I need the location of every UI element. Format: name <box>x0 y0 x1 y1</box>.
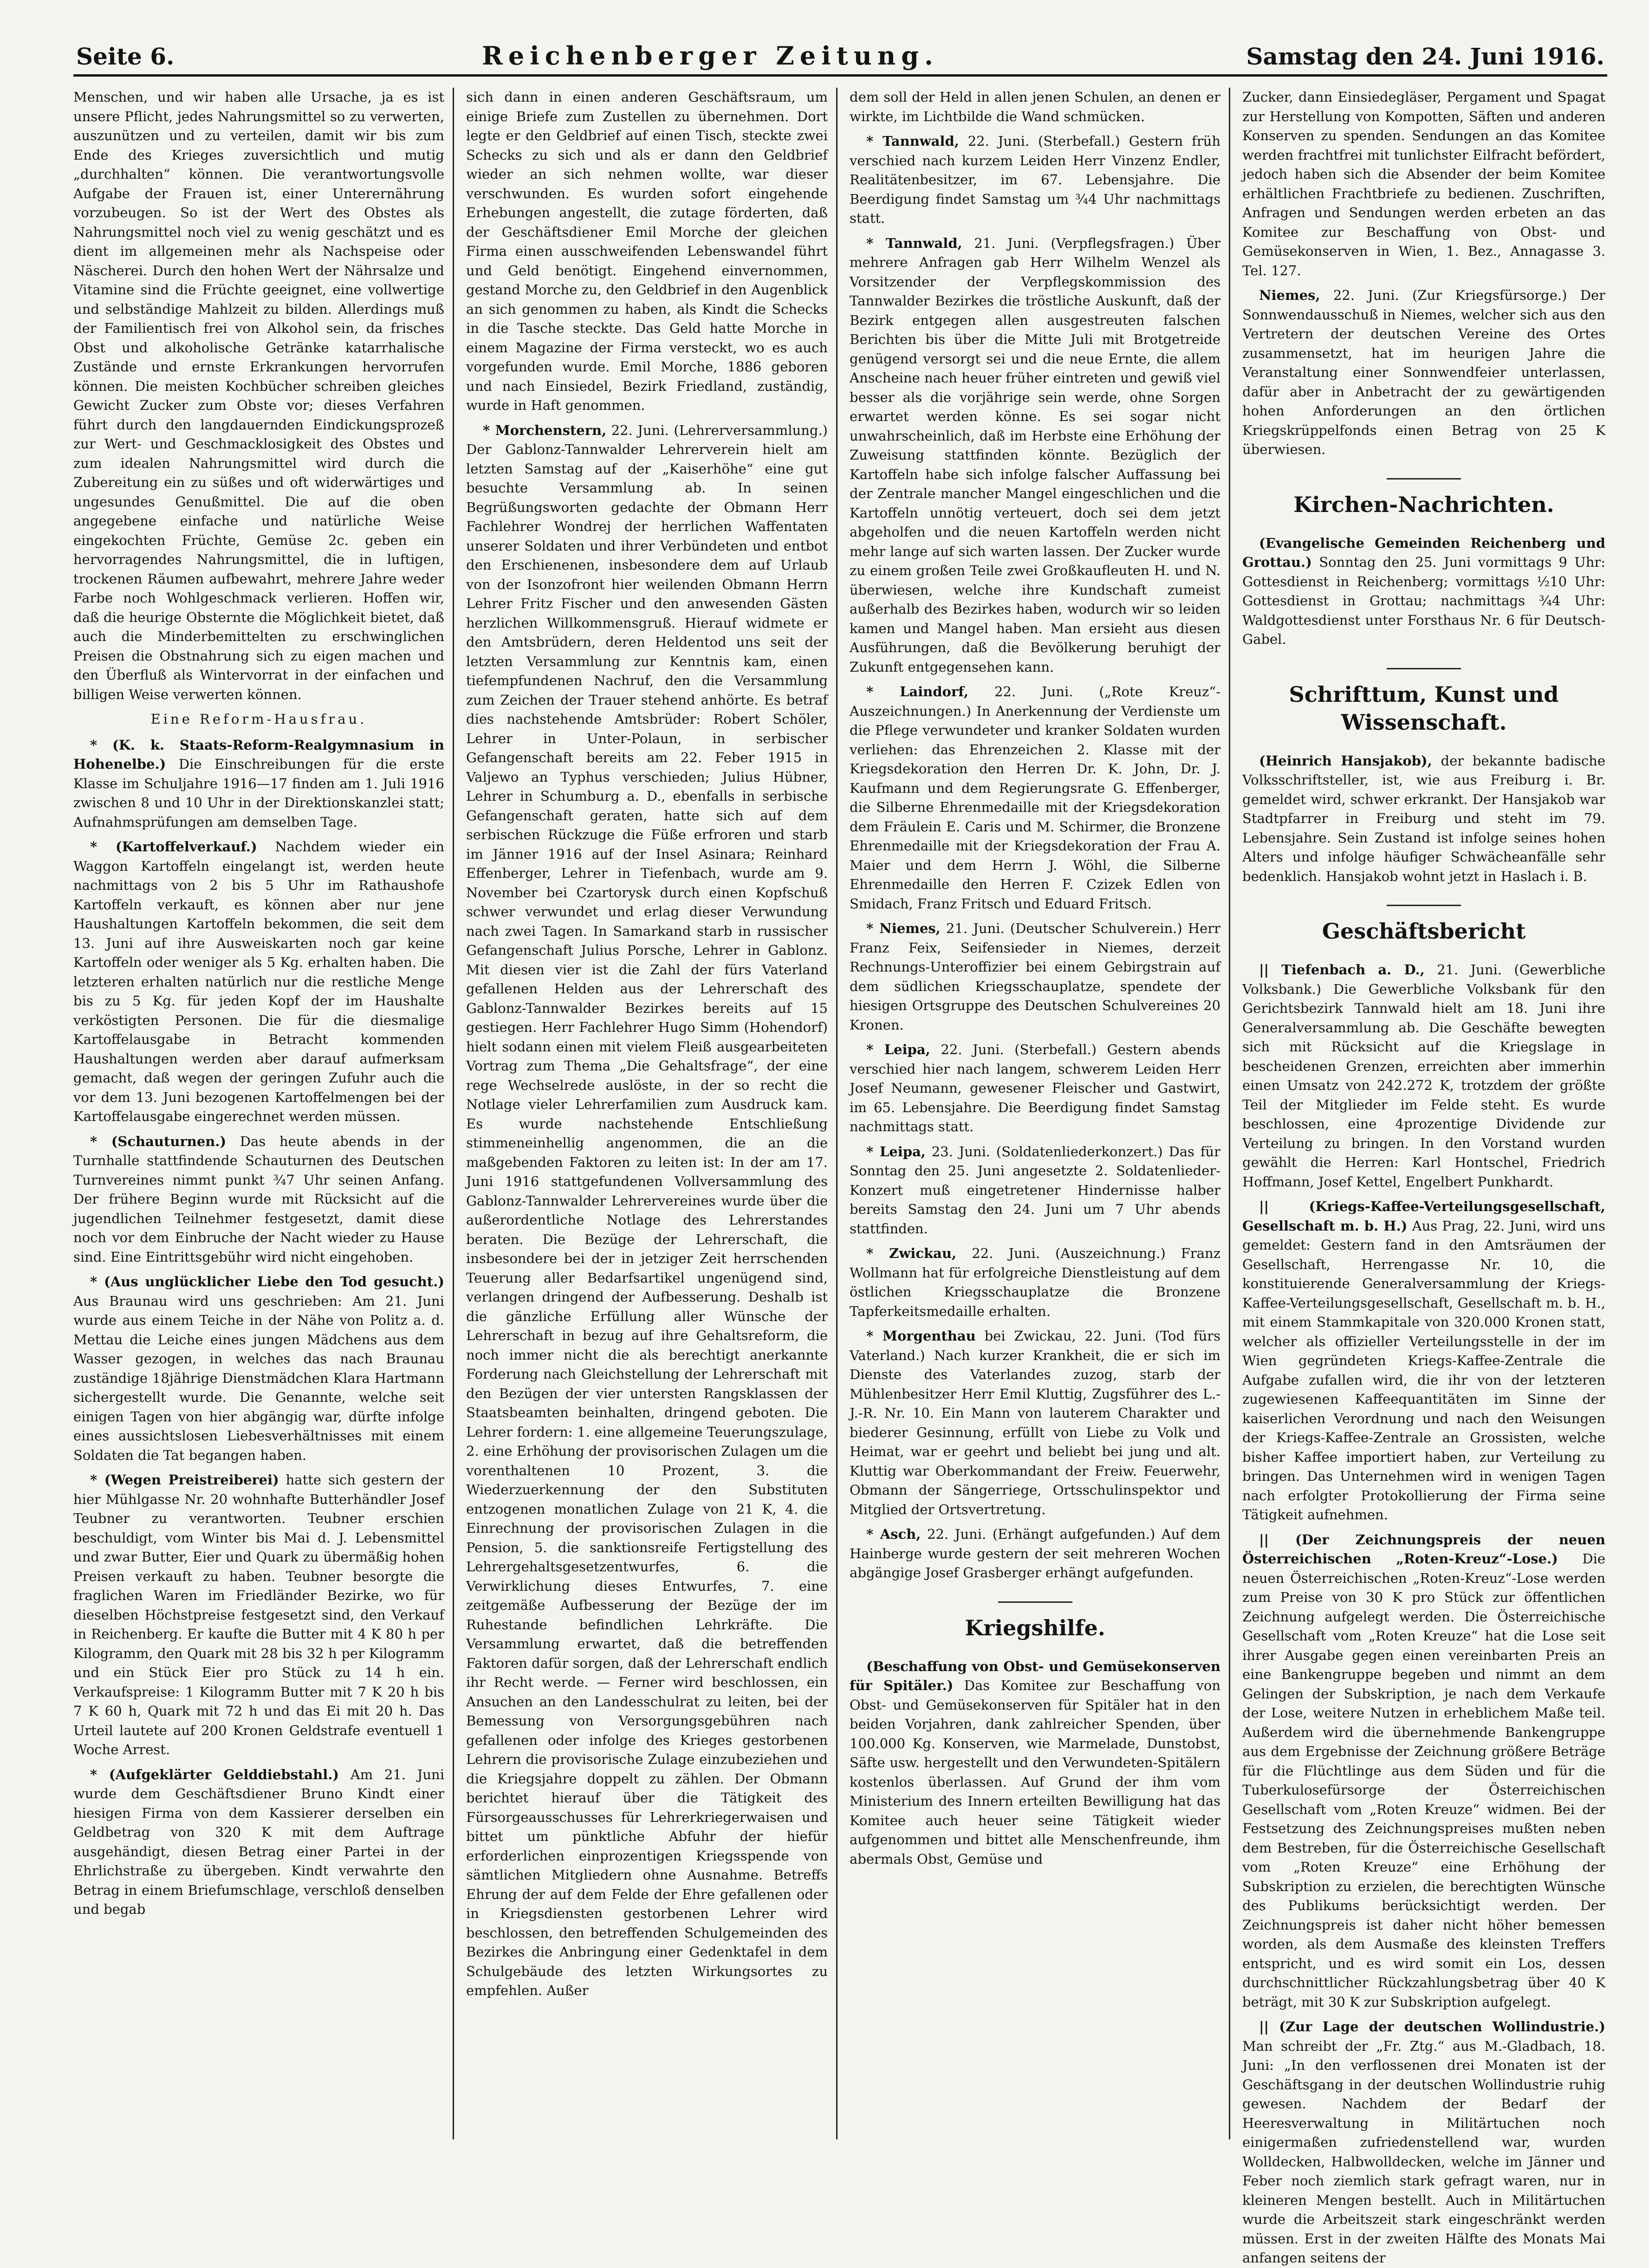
section-heading <box>1242 905 1605 950</box>
news-item-lead: * Morgenthau <box>866 1328 976 1344</box>
news-item <box>850 1142 1221 1239</box>
news-item-body: 22. Juni. (Erhängt aufgefunden.) Auf dem Hainberge wurde gestern der seit mehreren Wochen abgängige Josef Grasberger erhängt aufgefunden. <box>850 1526 1221 1581</box>
column-2 <box>466 88 837 2139</box>
news-item-lead: * (Kartoffelverkauf.) <box>90 839 257 855</box>
text-columns <box>73 88 1607 2266</box>
issue-date: Samstag den 24. Juni 1916. <box>1246 43 1604 70</box>
news-item-lead: * (Wegen Preistreiberei) <box>90 1472 279 1488</box>
news-item <box>73 837 444 1127</box>
news-item-lead: || Tiefenbach a. D., <box>1259 962 1425 978</box>
news-item-body: 21. Juni. (Gewerbliche Volksbank.) Die Gewerbliche Volksbank für den Gerichtsbezirk Tannwald hielt am 18. Juni ihre Generalversammlung ab. Die Geschäfte bewegten sich mit Rücksicht auf die Kriegslage in bescheidenen Grenzen, erreichten aber immerhin einen Umsatz von 242.272 K, trotzdem der größte Teil der Mitglieder im Felde steht. Es wurde beschlossen, eine 4prozentige Dividende zur Verteilung zu bringen. In den Vorstand wurden gewählt die Herren: Karl Hontschel, Friedrich Hoffmann, Josef Kettel, Engelbert Punkhardt. <box>1242 962 1606 1190</box>
news-item-body: der bekannte badische Volksschriftsteller, ist, wie aus Freiburg i. Br. gemeldet wird, schwer erkrankt. Der Hansjakob war Stadtpfarrer in Freiburg und steht im 79. Lebensjahre. Sein Zustand ist infolge seines hohen Alters und infolge häufiger Schwächeanfälle sehr bedenklich. Hansjakob wohnt jetzt in Haslach i. B. <box>1242 752 1605 884</box>
news-item-lead: * Asch, <box>866 1526 921 1542</box>
news-item-body: Sonntag den 25. Juni vormittags 9 Uhr: Gottesdienst in Reichenberg; vormittags ½10 Uhr: Gottesdienst in Grottau; nachmittags ¾4 Uhr: Waldgottesdienst unter Forsthaus Nr. 6 für Deutsch-Gabel. <box>1242 554 1606 647</box>
news-item <box>73 1765 444 1919</box>
news-item <box>850 1657 1221 1869</box>
news-item-body: 21. Juni. (Deutscher Schulverein.) Herr Franz Feix, Seifensieder in Niemes, derzeit Rechnungs-Unteroffizier bei einem Gebirgstrain auf dem südlichen Kriegsschauplatze, spendete der hiesigen Ortsgruppe des Deutschen Schulvereines 20 Kronen. <box>850 920 1221 1033</box>
news-item-body: 22. Juni. (Auszeichnung.) Franz Wollmann hat für erfolgreiche Dienstleistung auf dem östlichen Kriegsschauplatze die Bronzene Tapferkeitsmedaille erhalten. <box>850 1245 1221 1319</box>
article-paragraph: Menschen, und wir haben alle Ursache, ja es ist unsere Pflicht, jedes Nahrungsmittel so zu verwerten, auszunützen und zu verteilen, damit wir bis zum Ende des Krieges zuversichtlich und mutig „durchhalten“ können. Die verantwortungsvolle Aufgabe der Frauen ist, einer Unterernährung vorzubeugen. So ist der Wert des Obstes als Nahrungsmittel noch viel zu wenig geschätzt und es dient im allgemeinen mehr als Nachspeise oder Näscherei. Durch den hohen Wert der Nährsalze und Vitamine sind die Früchte geeignet, eine vollwertige und selbständige Mahlzeit zu bilden. Allerdings muß der Familientisch frei von Alkohol sein, da frisches Obst und alkoholische Getränke katarrhalische Zustände und ernste Erkrankungen hervorrufen können. Die meisten Kochbücher schreiben gleiches Gewicht Zucker zum Obste vor; dieses Verfahren führt durch den langdauernden Eindickungsprozeß zur Wert- und Geschmacklosigkeit des Obstes und zum idealen Nahrungsmittel wird durch die Zubereitung ein zu süßes und oft widerwärtiges und ungesundes Genußmittel. Die auf die oben angegebene einfache und natürliche Weise eingekochten Früchte, Gemüse 2c. geben ein hervorragendes Nahrungsmittel, die in luftigen, trockenen Räumen aufbewahrt, mehrere Jahre weder Farbe noch Wohlgeschmack verlieren. Hoffen wir, daß die heurige Obsternte die Möglichkeit bietet, daß auch die Minderbemittelten zu erschwinglichen Preisen die Obstnahrung sich zu eigen machen und den Überfluß als Wintervorrat in der einfachen und billigen Weise verwerten können. <box>73 89 444 702</box>
news-item-lead: (Heinrich Hansjakob), <box>1259 752 1432 769</box>
column-3 <box>850 88 1230 2139</box>
news-item-lead: * Tannwald, <box>866 133 959 149</box>
news-item-lead: * (Schauturnen.) <box>90 1133 227 1149</box>
news-item-body: Aus Braunau wird uns geschrieben: Am 21. Juni wurde aus einem Teiche in der Nähe von Politz a. d. Mettau die Leiche eines jungen Mädchens aus dem Wasser gezogen, in welches das nach Braunau zuständige 18jährige Dienstmädchen Klara Hartmann sichergestellt wurde. Die Genannte, welche seit einigen Tagen von hier abgängig war, dürfte infolge eines aussichtslosen Liebesverhältnisses mit einem Soldaten die Tat begangen haben. <box>73 1293 444 1463</box>
news-item <box>73 1272 444 1465</box>
news-item-body: 22. Juni. (Sterbefall.) Gestern früh verschied nach kurzem Leiden Herr Vinzenz Endler, Realitätenbesitzer, im 67. Lebensjahre. Die Beerdigung findet Samstag um ¾4 Uhr nachmittags statt. <box>850 133 1221 226</box>
news-item-body: Man schreibt der „Fr. Ztg.“ aus M.-Gladbach, 18. Juni: „In den verflossenen drei Monaten ist der Geschäftsgang in der deutschen Wollindustrie ruhig gewesen. Nachdem der Bedarf der Heeresverwaltung in Militärtuchen noch einigermaßen zufriedenstellend war, wurden Wolldecken, Halbwolldecken, welche im Jänner und Feber noch ziemlich stark gefragt waren, nur in kleineren Mengen bestellt. Auch in Militärtuchen wurde die Arbeitszeit stark eingeschränkt werden müssen. Erst in der zweiten Hälfte des Monats Mai anfangen seitens der <box>1242 2038 1605 2266</box>
article-paragraph: Zucker, dann Einsiedegläser, Pergament und Spagat zur Herstellung von Kompotten, Säften und anderen Konserven zu spenden. Sendungen an das Komitee werden frachtfrei mit tunlichster Eilfracht befördert, jedoch haben sich die Absender der beim Komitee erhältlichen Frachtbriefe zu bedienen. Zuschriften, Anfragen und Sendungen werden erbeten an das Komitee zur Beschaffung von Obst- und Gemüsekonserven in Wien, 1. Bez., Annagasse 3. Tel. 127. <box>1242 89 1605 279</box>
news-item-body: Am 21. Juni wurde dem Geschäftsdiener Bruno Kindt einer hiesigen Firma von dem Kassierer derselben ein Geldbetrag von 320 K mit dem Auftrage ausgehändigt, diesen Betrag einer Partei in der Ehrlichstraße zu übergeben. Kindt verwahrte den Betrag in einem Briefumschlage, verschloß denselben und begab <box>73 1766 444 1917</box>
news-item <box>1242 752 1605 887</box>
column-1 <box>73 88 454 2139</box>
news-item <box>1242 2017 1605 2268</box>
news-item <box>1242 960 1605 1192</box>
news-item-lead: * Zwickau, <box>866 1245 957 1261</box>
news-item <box>850 1244 1221 1321</box>
news-item-lead: || (Der Zeichnungspreis der neuen Österreichischen „Roten-Kreuz“-Lose.) <box>1242 1531 1605 1567</box>
news-item-lead: * Morchenstern, <box>483 422 607 438</box>
news-item <box>850 234 1221 677</box>
news-item-body: Aus Prag, 22. Juni, wird uns gemeldet: Gestern fand in den Amtsräumen der Gesellschaft, Herrengasse Nr. 10, die konstituierende Generalversammlung der Kriegs-Kaffee-Verteilungsgesellschaft, Gesellschaft m. b. H., mit einem Stammkapitale von 320.000 Kronen statt, welcher als offizieller Verteilungsstelle in der im Wien gegründeten Kriegs-Kaffee-Zentrale die Aufgabe zufallen wird, die ihr von der letzteren zugewiesenen Kaffeequantitäten im Sinne der kaiserlichen Verordnung und nach den Weisungen der Kriegs-Kaffee-Zentrale an Grossisten, welche bisher Kaffee importiert haben, zur Verteilung zu bringen. Das Unternehmen wird in wenigen Tagen nach erfolgter Protokollierung der Firma seine Tätigkeit aufnehmen. <box>1242 1218 1605 1523</box>
news-item-body: 22. Juni. (Zur Kriegsfürsorge.) Der Sonnwendausschuß in Niemes, welcher sich aus den Vertretern der deutschen Vereine des Ortes zusammensetzt, hat im heurigen Jahre die Veranstaltung einer Sonnwendfeier unterlassen, dafür aber in Anbetracht der zu gewärtigenden hohen Anforderungen an den örtlichen Kriegskrüppelfonds einen Betrag von 25 K überwiesen. <box>1242 287 1605 457</box>
section-heading-text: Kirchen-Nachrichten. <box>1293 492 1554 517</box>
news-item-lead: * Niemes, <box>866 920 941 936</box>
section-heading <box>850 1601 1221 1647</box>
section-heading <box>1242 668 1605 741</box>
news-item-lead: || (Zur Lage der deutschen Wollindustrie.) <box>1259 2019 1605 2035</box>
newspaper-title: Reichenberger Zeitung. <box>482 41 939 71</box>
section-heading-text: Schrifttum, Kunst und Wissenschaft. <box>1289 681 1559 735</box>
news-item-body: Die neuen Österreichischen „Roten-Kreuz“-Lose werden zum Preise von 30 K pro Stück zur öffentlichen Zeichnung aufgelegt werden. Die Österreichische Gesellschaft vom „Roten Kreuze“ hat die Lose seit ihrer Ausgabe gegen einen vereinbarten Preis an eine Bankengruppe begeben und nimmt an dem Gelingen der Subskription, je nach dem Verkaufe der Lose, weitere Nutzen in erheblichem Maße teil. Außerdem wird die übernehmende Bankengruppe aus dem Ergebnisse der Zeichnung größere Beträge für die Flüchtlinge aus dem Süden und für die Tuberkulosefürsorge der Österreichischen Gesellschaft vom „Roten Kreuze“ widmen. Bei der Festsetzung des Zeichnungspreises mußten neben dem Bestreben, für die Österreichische Gesellschaft vom „Roten Kreuze“ eine Erhöhung der Subskription zu erzielen, die berechtigten Wünsche des Publikums berücksichtigt werden. Der Zeichnungspreis ist daher nicht höher bemessen worden, als dem Ausmaße des kleinsten Treffers entspricht, und es wird somit ein Los, dessen durchschnittlicher Rückzahlungsbetrag über 40 K beträgt, mit 30 K zur Subskription aufgelegt. <box>1242 1551 1605 2010</box>
news-item-lead: * Laindorf, <box>866 684 969 700</box>
news-item-lead: * Leipa, <box>866 1143 926 1160</box>
news-item <box>73 1471 444 1760</box>
news-item-lead: * Tannwald, <box>866 235 962 251</box>
news-item-body: bei Zwickau, 22. Juni. (Tod fürs Vaterland.) Nach kurzer Krankheit, die er sich im Dienste des Vaterlandes zuzog, starb der Mühlenbesitzer Herr Emil Kluttig, Zugsführer des L.-J.-R. Nr. 10. Ein Mann von lauterem Charakter und biederer Gesinnung, erfüllt von Liebe zu Volk und Heimat, war er geehrt und beliebt bei jung und alt. Kluttig war Oberkommandant der Freiw. Feuerwehr, Obmann der Sängerriege, Ortsschulinspektor und Mitglied der Ortsvertretung. <box>850 1328 1221 1517</box>
news-item <box>1242 1197 1605 1525</box>
news-item-lead: * (K. k. Staats-Reform-Realgymnasium in Hohenelbe.) <box>73 737 444 772</box>
news-item-lead: * (Aufgeklärter Gelddiebstahl.) <box>90 1766 339 1782</box>
news-item-lead: * Leipa, <box>866 1042 930 1057</box>
news-item <box>850 919 1221 1035</box>
section-heading-text: Geschäftsbericht <box>1322 919 1526 944</box>
news-item-lead: * (Aus unglücklicher Liebe den Tod gesucht.) <box>90 1274 444 1290</box>
news-item-body: 22. Juni. (Lehrerversammlung.) Der Gablonz-Tannwalder Lehrerverein hielt am letzten Samstag auf der „Kaiserhöhe“ eine gut besuchte Versammlung ab. In seinen Begrüßungsworten gedachte der Obmann Herr Fachlehrer Wondrej der herrlichen Waffentaten unserer Soldaten und ihrer Verbündeten und entbot den Erschienenen, insbesondere dem auf Urlaub von der Isonzofront hier weilenden Obmann Herrn Lehrer Fritz Fischer und den anwesenden Gästen herzlichen Willkommensgruß. Hierauf widmete er den Amtsbrüdern, deren Heldentod uns seit der letzten Versammlung zur Kenntnis kam, einen tiefempfundenen Nachruf, den die Versammlung zum Zeichen der Trauer stehend anhörte. Es betraf dies nachstehende Amtsbrüder: Robert Schöler, Lehrer in Unter-Polaun, in serbischer Gefangenschaft bereits am 22. Feber 1915 in Valjewo an Typhus verschieden; Julius Hübner, Lehrer in Schumburg a. D., ebenfalls in serbische Gefangenschaft geraten, hatte sich auf dem serbischen Rückzuge die Füße erfroren und starb im Jänner 1916 auf der Insel Asinara; Reinhard Effenberger, Lehrer in Tiefenbach, wurde am 9. November bei Czartorysk durch einen Kopfschuß schwer verwundet und erlag dieser Verwundung nach zwei Tagen. In Samarkand starb in russischer Gefangenschaft Julius Porsche, Lehrer in Gablonz. Mit diesen vier ist die Zahl der fürs Vaterland gefallenen Helden aus der Lehrerschaft des Gablonz-Tannwalder Bezirkes bereits auf 15 gestiegen. Herr Fachlehrer Hugo Simm (Hohendorf) hielt sodann einen mit vielem Fleiß ausgearbeiteten Vortrag zum Thema „Die Gehaltsfrage“, der eine rege Wechselrede auslöste, in der so recht die Notlage vieler Lehrerfamilien zum Ausdruck kam. Es wurde nachstehende Entschließung stimmeneinhellig angenommen, die an die maßgebenden Faktoren zu leiten ist: In der am 17. Juni 1916 stattgefundenen Vollversammlung des Gablonz-Tannwalder Lehrervereines wurde über die außerordentliche Notlage des Lehrerstandes beraten. Die Bezüge der Lehrerschaft, die insbesondere bei der in jetziger Zeit herrschenden Teuerung aller Bedarfsartikel ungenügend sind, verlangen dringend der Aufbesserung. Deshalb ist die gänzliche Erfüllung aller Wünsche der Lehrerschaft in bezug auf ihre Gehaltsreform, die noch immer nicht die als berechtigt anerkannte Forderung nach Gleichstellung der Lehrerschaft mit den Bezügen der vier untersten Rangsklassen der Staatsbeamten beinhalten, dringend geboten. Die Lehrer fordern: 1. eine allgemeine Teuerungszulage, 2. eine Erhöhung der provisorischen Zulagen um die vorenthaltenen 10 Prozent, 3. die Wiederzuerkennung der den Substituten entzogenen monatlichen Zulage von 21 K, 4. die Einrechnung der provisorischen Zulagen in die Pension, 5. die sanktionsreife Fertigstellung des Lehrergehaltsgesetzentwurfes, 6. die Verwirklichung dieses Entwurfes, 7. eine zeitgemäße Aufbesserung der Bezüge der im Ruhestande befindlichen Lehrkräfte. Die Versammlung erwartet, daß die betreffenden Faktoren dafür sorgen, daß der Lehrerschaft endlich ihr Recht werde. — Ferner wird beschlossen, ein Ansuchen an den Landesschulrat zu leiten, bei der Bemessung von Versorgungsgebühren nach gefallenen oder infolge des Krieges gestorbenen Lehrern die provisorische Zulage einzubeziehen und die Kriegsjahre doppelt zu zählen. Der Obmann berichtet hierauf über die Tätigkeit des Fürsorgeausschusses für Lehrerkriegerwaisen und bittet um pünktliche Abfuhr der hiefür erforderlichen einprozentigen Kriegsspende von sämtlichen Mitgliedern ohne Ausnahme. Betreffs Ehrung der auf dem Felde der Ehre gefallenen oder in Kriegsdiensten gestorbenen Lehrer wird beschlossen, den betreffenden Schulgemeinden des Bezirkes die Anbringung einer Gedenktafel in dem Schulgebäude des letzten Wirkungsortes zu empfehlen. Außer <box>466 422 828 1998</box>
page-number: Seite 6. <box>76 43 175 70</box>
news-item <box>73 1132 444 1267</box>
news-item-lead: (Beschaffung von Obst- und Gemüsekonserven für Spitäler.) <box>850 1658 1221 1693</box>
news-item-lead: Niemes, <box>1259 287 1320 303</box>
news-item-lead: (Evangelische Gemeinden Reichenberg und Grottau.) <box>1242 535 1605 570</box>
news-item-body: Nachdem wieder ein Waggon Kartoffeln eingelangt ist, werden heute nachmittags von 2 bis 5 Uhr im Rathaushofe Kartoffeln verkauft, es können aber nur jene Haushaltungen Kartoffeln bekommen, die seit dem 13. Juni auf ihre Ausweiskarten noch gar keine Kartoffeln oder weniger als 5 Kg. erhalten haben. Die letzteren erhalten natürlich nur die restliche Menge bis zu 5 Kg. für jeden Kopf der im Haushalte verköstigten Personen. Die für die diesmalige Kartoffelausgabe in Betracht kommenden Haushaltungen werden aber darauf aufmerksam gemacht, daß wegen der geringen Zufuhr auch die vor dem 13. Juni bezogenen Kartoffelmengen bei der Kartoffelausgabe eingerechnet werden müssen. <box>73 839 444 1124</box>
news-item <box>1242 286 1605 460</box>
news-item-body: Das heute abends in der Turnhalle stattfindende Schauturnen des Deutschen Turnvereines nimmt punkt ¾7 Uhr seinen Anfang. Der frühere Beginn wurde mit Rücksicht auf die jugendlichen Teilnehmer festgesetzt, damit diese noch vor dem Einbruche der Nacht wieder zu Hause sind. Eine Eintrittsgebühr wird nicht eingehoben. <box>73 1133 444 1265</box>
news-item-body: Das Komitee zur Beschaffung von Obst- und Gemüsekonserven für Spitäler hat in den beiden Vorjahren, dank zahlreicher Spenden, über 100.000 Kg. Konserven, wie Marmelade, Dunstobst, Säfte usw. hergestellt und den Verwundeten-Spitälern kostenlos überlassen. Auf Grund der ihm vom Ministerium des Innern erteilten Bewilligung hat das Komitee auch heuer seine Tätigkeit wieder aufgenommen und bittet alle Menschenfreunde, ihm abermals Obst, Gemüse und <box>850 1678 1221 1867</box>
article-paragraph: sich dann in einen anderen Geschäftsraum, um einige Briefe zum Zustellen zu übernehmen. Dort legte er den Geldbrief auf einen Tisch, steckte zwei Schecks zu sich und als er dann den Geldbrief wieder an sich nehmen wollte, war dieser verschwunden. Es wurden sofort eingehende Erhebungen angestellt, die zutage förderten, daß der Geschäftsdiener Emil Morche der gleichen Firma einen ausschweifenden Lebenswandel führt und Geld benötigt. Eingehend einvernommen, gestand Morche zu, den Geldbrief in den Augenblick an sich genommen zu haben, als Kindt die Schecks in die Tasche steckte. Das Geld hatte Morche in einem Magazine der Firma versteckt, wo es auch vorgefunden wurde. Emil Morche, 1886 geboren und nach Einsiedel, Bezirk Friedland, zuständig, wurde in Haft genommen. <box>466 89 828 413</box>
news-item <box>850 682 1221 914</box>
news-item <box>850 1525 1221 1583</box>
news-item-body: hatte sich gestern der hier Mühlgasse Nr. 20 wohnhafte Butterhändler Josef Teubner zu verantworten. Teubner erschien beschuldigt, vom Winter bis Mai d. J. Lebensmittel und zwar Butter, Eier und Quark zu übermäßig hohen Preisen verkauft zu haben. Teubner besorgte die fraglichen Waren im Friedländer Bezirke, wo für dieselben Höchstpreise festgesetzt sind, den Verkauf in Reichenberg. Er kaufte die Butter mit 4 K 80 h per Kilogramm, den Quark mit 28 bis 32 h per Kilogramm und ein Stück Eier pro Stück zu 14 h ein. Verkaufspreise: 1 Kilogramm Butter mit 7 K 20 h bis 7 K 60 h, Quark mit 72 h und das Ei mit 20 h. Das Urteil lautete auf 200 Kronen Geldstrafe eventuell 1 Woche Arrest. <box>73 1472 444 1757</box>
news-item <box>466 421 828 2001</box>
section-heading <box>1242 478 1605 524</box>
news-item-body: 22. Juni. (Sterbefall.) Gestern abends verschied hier nach langem, schwerem Leiden Herr Josef Neumann, gewesener Fleischer und Gastwirt, im 65. Lebensjahre. Die Beerdigung findet Samstag nachmittags statt. <box>850 1042 1221 1134</box>
author-signature: Eine Reform-Hausfrau. <box>150 711 367 727</box>
column-4 <box>1242 88 1614 2266</box>
news-item-body: 21. Juni. (Verpflegsfragen.) Über mehrere Anfragen gab Herr Wilhelm Wenzel als Vorsitzender der Verpflegskommission des Tannwalder Bezirkes die tröstliche Auskunft, daß der Bezirk entgegen allen ausgestreuten falschen Berichten bis über die Mitte Juli mit Brotgetreide genügend versorgt sei und die neue Ernte, die allem Anscheine nach heuer früher eintreten und gewiß viel besser als die vorjährige sein werde, ohne Sorgen erwartet werden könne. Es sei sogar nicht unwahrscheinlich, daß im Herbste eine Erhöhung der Zuweisung stattfinden könnte. Bezüglich der Kartoffeln habe sich infolge falscher Auffassung bei der Zentrale mancher Mangel eingeschlichen und die Kartoffeln unnötig verteuert, doch sei dem jetzt abgeholfen und die neuen Kartoffeln werden nicht mehr lange auf sich warten lassen. Der Zucker wurde zu einem großen Teile zwei Großkaufleuten H. und N. überwiesen, welche ihre Kundschaft zumeist außerhalb des Bezirkes haben, wodurch wir so leiden kamen und Mangel haben. Man ersieht aus diesen Ausführungen, daß die Bevölkerung beruhigt der Zukunft entgegensehen kann. <box>850 235 1221 675</box>
news-item-body: 22. Juni. („Rote Kreuz“-Auszeichnungen.) In Anerkennung der Verdienste um die Pflege verwundeter und kranker Soldaten wurden verliehen: das Ehrenzeichen 2. Klasse mit der Kriegsdekoration den Herren Dr. K. John, Dr. J. Kaufmann und dem Regierungsrate G. Effenberger, die Silberne Ehrenmedaille mit der Kriegsdekoration dem Fräulein E. Caris und M. Schirmer, die Bronzene Ehrenmedaille mit der Kriegsdekoration der Frau A. Maier und dem Herrn J. Wöhl, die Silberne Ehrenmedaille den Herren F. Czizek Edlen von Smidach, Franz Fritsch und Eduard Fritsch. <box>850 684 1221 912</box>
news-item-body: Die Einschreibungen für die erste Klasse im Schuljahre 1916—17 finden am 1. Juli 1916 zwischen 8 und 10 Uhr in der Direktionskanzlei statt; Aufnahmsprüfungen am demselben Tage. <box>73 756 444 830</box>
news-item <box>1242 534 1605 649</box>
news-item-body: 23. Juni. (Soldatenliederkonzert.) Das für Sonntag den 25. Juni angesetzte 2. Soldatenlieder-Konzert muß eingetretener Hindernisse halber bereits Samstag den 24. Juni um 7 Uhr abends stattfinden. <box>850 1143 1221 1237</box>
news-item <box>1242 1530 1605 2012</box>
news-item-lead: || (Kriegs-Kaffee-Verteilungsgesellschaft, Gesellschaft m. b. H.) <box>1242 1199 1605 1234</box>
news-item <box>850 1327 1221 1519</box>
news-item <box>73 736 444 832</box>
article-paragraph: dem soll der Held in allen jenen Schulen, an denen er wirkte, im Lichtbilde die Wand schmücken. <box>850 89 1221 124</box>
news-item <box>850 1040 1221 1137</box>
section-heading-text: Kriegshilfe. <box>965 1615 1105 1640</box>
news-item <box>850 132 1221 228</box>
page-header <box>73 41 1607 77</box>
